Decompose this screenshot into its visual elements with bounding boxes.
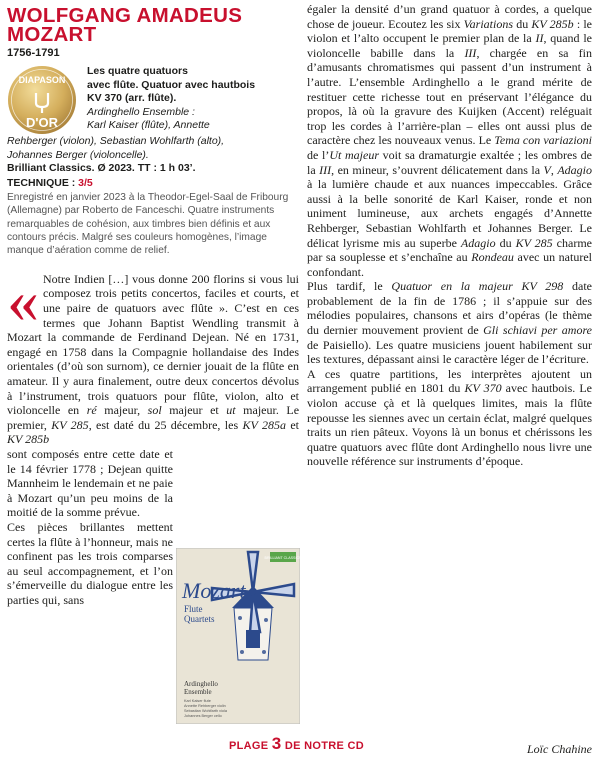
cd-cover-image	[176, 548, 300, 724]
composer-name	[7, 6, 299, 44]
cd-credit-1: Karl Kaiser flute	[184, 699, 211, 703]
drop-quote: «	[7, 264, 39, 336]
award-text-bottom: D'OR	[26, 115, 58, 130]
cd-credit-3: Sebastian Wohlfarth viola	[184, 709, 227, 713]
article-paragraph-1: « Notre Indien […] vous donne 200 florins si vous lui composez trois petits concertos, faciles et courts, et une paire de quatuors avec flûte ». C’est en ces termes que Johann Baptist Wendling transmit à Mozart la commande de Ferdinand Dejean. Né en 1731, engagé en 1758 dans la Compagnie hollandaise des Indes orientales (d’où son surnom), ce dernier jouait de la flûte en amateur. Il y aura finalement, outre deux concertos dévolus à l’instrument, trois quatuors pour flûte, violon, alto et violoncelle en ré majeur, sol majeur et ut majeur. Le premier, KV 285, est daté du 25 décembre, les KV 285a et KV 285b sont composés entre cette date et le 14 février 1778 ; Dejean quitte Mannheim le lendemain et ne paie à Mozart qu’un peu moins de la moitié de la somme prévue.	[7, 264, 300, 520]
cd-ensemble-2: Ensemble	[184, 688, 212, 696]
technique-score: 3/5	[78, 176, 93, 189]
cd-subtitle-2: Quartets	[184, 614, 215, 624]
performers-line-3: Johannes Berger (violoncelle).	[7, 148, 149, 161]
article-paragraph-5: A ces quatre partitions, les interprètes ajoutent un arrangement publié en 1801 du KV 370 avec hautbois. Le violon accuse çà et là quelques limites, mais la flûte repousse les siennes avec un certain éclat, malgré quelques traits un rien pâteux. Voyons là un bonus et chérissons les quatre quatuors avec flûte dont Ardinghello nous livre une nouvelle référence sur instruments d’époque.	[307, 366, 592, 469]
composer-first-names: WOLFGANG AMADEUS	[7, 4, 243, 27]
diapason-dor-badge	[7, 65, 77, 135]
author-signature: Loïc Chahine	[527, 742, 592, 756]
technique-description: Enregistré en janvier 2023 à la Theodor-Egel-Saal de Fribourg (Allemagne) par Roberto de Fanceschi. Quatre instruments remarquables de cohésion, aux timbres bien définis et aux contours précis. Malgré ses couleurs homogènes, l’image manque d’aération comme de relief.	[7, 191, 289, 257]
record-info	[7, 63, 299, 135]
record-label: Brilliant Classics. Ø 2023. TT : 1 h 03’.	[7, 162, 196, 175]
record-title-block	[87, 65, 255, 135]
cd-track-caption: PLAGE 3 DE NOTRE CD	[229, 734, 364, 753]
cd-brand: BRILLIANT CLASSICS	[264, 556, 300, 560]
cd-cover-art	[176, 548, 300, 724]
cd-title: Mozart	[182, 578, 246, 603]
paragraph-1-end: sont composés entre cette date et le 14 février 1778 ; Dejean quitte Mannheim le lendemain et ne paie à Mozart qu’un peu moins de la moitié de la somme prévue.	[7, 446, 173, 520]
technique-label: TECHNIQUE :	[7, 176, 76, 189]
record-title-3: KV 370 (arr. flûte).	[87, 92, 177, 105]
left-column	[7, 6, 299, 607]
diapason-award-icon	[7, 65, 77, 135]
article-paragraph-3: égaler la densité d’un grand quatuor à cordes, a quelque chose de joueur. Ecoutez les six Variations du KV 285b : le violon et l’alto occupent le premier plan de la II, quand le violoncelle babille dans la III, chargée en sa fin d’amusants chromatismes qui passent d’un instrument à l’autre. L’ensemble Ardinghello a le grand mérite de restituer cette richesse tout en préservant l’élégance du propos, là où la gravure des Kuijken (Accent) reléguait trop les cordes à l’arrière-plan – elles ont aussi plus de caractère chez les nouveaux venus. Le Tema con variazioni de l’Ut majeur voit sa dramaturgie exaltée ; les ombres de la III, en mineur, s’ouvrent délicatement dans la V, Adagio à la lumière chaude et aux nuances impeccables. Grâce aussi à la belle sonorité de Karl Kaiser, ronde et non uniment lumineuse, aux archets engagés d’Annette Rehberger, Sebastian Wohlfarth et Johannes Berger. Le délicat lyrisme mis au superbe Adagio du KV 285 charme par sa souplesse et s’enchaîne au Rondeau avec un naturel confondant.	[307, 2, 593, 279]
composer-last-name: MOZART	[7, 23, 97, 46]
cd-subtitle-1: Flute	[184, 604, 203, 614]
record-title-1: Les quatre quatuors	[87, 65, 188, 77]
technique-rating	[7, 176, 299, 190]
cd-credit-2: Annette Rehberger violin	[184, 704, 226, 708]
cd-credit-4: Johannes Berger cello	[184, 714, 222, 718]
cd-ensemble-1: Ardinghello	[184, 680, 218, 688]
record-title-2: avec flûte. Quatuor avec hautbois	[87, 78, 256, 91]
article-paragraph-2: Ces pièces brillantes mettent certes la flûte à l’honneur, mais ne confinent pas les trois comparses au seul accompagnement, et l’on s’émerveille du dialogue entre les parties qui, sans	[7, 519, 173, 607]
article-paragraph-4: Plus tardif, le Quatuor en la majeur KV 298 date probablement de la fin de 1786 ; il s’appuie sur des mélodies populaires, chansons et airs d’opéras (le thème du dernier mouvement provient de Gli schiavi per amore de Paisiello). Les quatre musiciens jouent habilement sur les textures, dépassant ainsi le caractère léger de l’écriture.	[307, 279, 592, 367]
right-column	[307, 2, 592, 469]
award-text-top: DIAPASON	[18, 75, 66, 85]
ensemble-label: Ardinghello Ensemble :	[87, 105, 195, 118]
performers-line-2: Rehberger (violon), Sebastian Wohlfarth (alto),	[7, 135, 225, 147]
performers-line-1: Karl Kaiser (flûte), Annette	[87, 119, 210, 132]
composer-dates: 1756-1791	[7, 47, 60, 59]
